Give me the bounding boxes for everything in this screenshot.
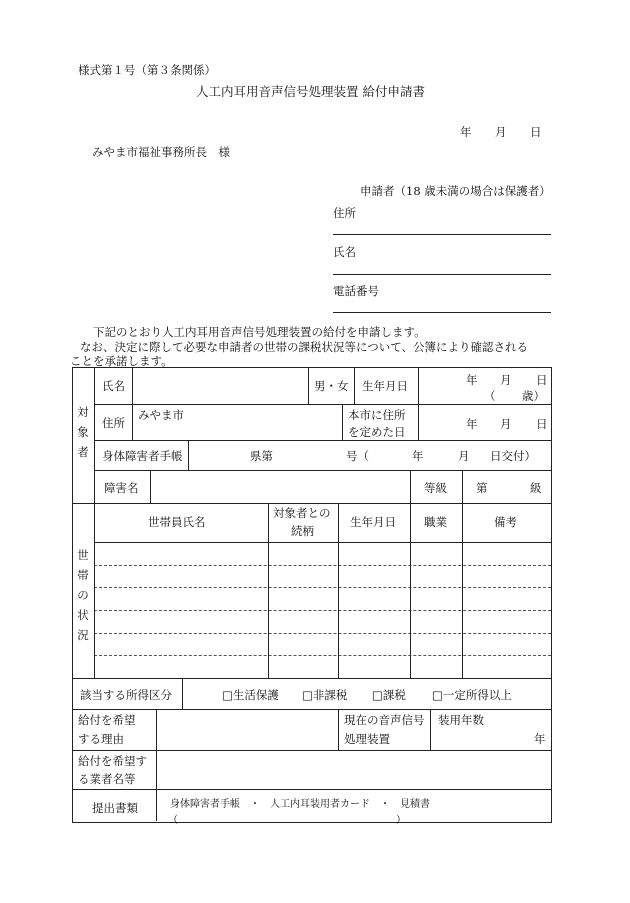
col-notes: 備考 — [494, 515, 517, 529]
documents-label: 提出書類 — [92, 801, 138, 815]
grade-prefix: 第 — [476, 481, 488, 495]
applicant-name-label: 氏名 — [333, 245, 356, 259]
current-device-label-1: 現在の音声信号 — [344, 713, 425, 727]
subject-address-label: 住所 — [102, 416, 125, 430]
documents-paren-open: （ — [168, 815, 178, 826]
documents-paren-close: ） — [396, 815, 406, 826]
income-option-welfare[interactable]: □生活保護 — [222, 688, 279, 702]
gender-select[interactable]: 男・女 — [314, 379, 349, 393]
handbook-prefecture: 県第 — [250, 449, 273, 463]
income-option-nontaxable[interactable]: □非課税 — [302, 688, 348, 702]
form-number: 様式第１号（第３条関係） — [78, 63, 216, 77]
birth-year: 年 — [466, 373, 478, 387]
income-label: 該当する所得区分 — [80, 688, 172, 702]
residence-year: 年 — [466, 417, 478, 431]
age-open: （ — [484, 389, 496, 403]
handbook-label: 身体障害者手帳 — [102, 449, 183, 463]
table-row[interactable] — [96, 544, 548, 564]
date-year: 年 — [460, 125, 472, 139]
intro-line-3: ことを承諾します。 — [70, 354, 173, 368]
subject-name-field[interactable] — [134, 369, 306, 403]
applicant-name-field[interactable] — [333, 274, 551, 275]
disability-label: 障害名 — [104, 481, 139, 495]
years-unit: 年 — [534, 732, 546, 746]
birth-month: 月 — [500, 373, 512, 387]
applicant-address-field[interactable] — [333, 234, 551, 235]
residence-month: 月 — [500, 417, 512, 431]
applicant-phone-label: 電話番号 — [333, 284, 379, 298]
documents-other-field[interactable] — [180, 809, 392, 821]
intro-line-1: 下記のとおり人工内耳用音声信号処理装置の給付を申請します。 — [93, 325, 426, 339]
col-relation-1: 対象者との — [273, 506, 331, 520]
col-birth: 生年月日 — [350, 515, 396, 529]
grade-label: 等級 — [424, 481, 447, 495]
grade-suffix: 級 — [530, 481, 542, 495]
reason-label-1: 給付を希望 — [78, 713, 136, 727]
vendor-label-1: 給付を希望す — [78, 754, 147, 768]
subject-address-value[interactable]: みやま市 — [138, 408, 184, 422]
addressee: みやま市福祉事務所長 様 — [92, 145, 230, 159]
date-day: 日 — [530, 125, 542, 139]
col-member-name: 世帯員氏名 — [148, 515, 206, 529]
subject-birth-label: 生年月日 — [362, 379, 408, 393]
vendor-field[interactable] — [158, 752, 548, 788]
household-side-label: 世帯の状況 — [77, 548, 89, 642]
years-label: 装用年数 — [438, 713, 484, 727]
reason-label-2: する理由 — [78, 732, 124, 746]
col-job: 職業 — [424, 515, 447, 529]
applicant-address-label: 住所 — [333, 206, 356, 220]
income-option-taxable[interactable]: □課税 — [372, 688, 406, 702]
documents-list: 身体障害者手帳 ・ 人工内耳装用者カード ・ 見積書 — [170, 799, 430, 810]
residence-day: 日 — [536, 417, 548, 431]
applicant-heading: 申請者（18 歳未満の場合は保護者） — [360, 184, 551, 198]
handbook-month: 月 — [458, 449, 470, 463]
date-month: 月 — [495, 125, 507, 139]
handbook-year: 年 — [412, 449, 424, 463]
subject-side-label: 対象者 — [77, 405, 89, 459]
birth-day: 日 — [536, 373, 548, 387]
handbook-number: 号（ — [346, 449, 369, 463]
intro-line-2: なお、決定に際して必要な申請者の世帯の課税状況等について、公簿により確認される — [80, 340, 529, 354]
applicant-phone-field[interactable] — [333, 312, 551, 313]
residence-since-label-2: を定めた日 — [348, 425, 406, 439]
col-relation-2: 続柄 — [291, 524, 314, 538]
subject-name-label: 氏名 — [102, 379, 125, 393]
handbook-issued: 日交付） — [490, 449, 536, 463]
table-row[interactable] — [96, 657, 548, 677]
table-row[interactable] — [96, 589, 548, 609]
table-row[interactable] — [96, 567, 548, 586]
document-title: 人工内耳用音声信号処理装置 給付申請書 — [196, 84, 425, 99]
income-option-high-income[interactable]: □一定所得以上 — [432, 688, 512, 702]
current-device-label-2: 処理装置 — [344, 732, 390, 746]
residence-since-label-1: 本市に住所 — [348, 408, 406, 422]
reason-field[interactable] — [158, 711, 336, 748]
disability-field[interactable] — [152, 472, 408, 502]
age-close: 歳） — [522, 389, 545, 403]
table-row[interactable] — [96, 612, 548, 632]
table-row[interactable] — [96, 635, 548, 654]
vendor-label-2: る業者名等 — [78, 772, 136, 786]
